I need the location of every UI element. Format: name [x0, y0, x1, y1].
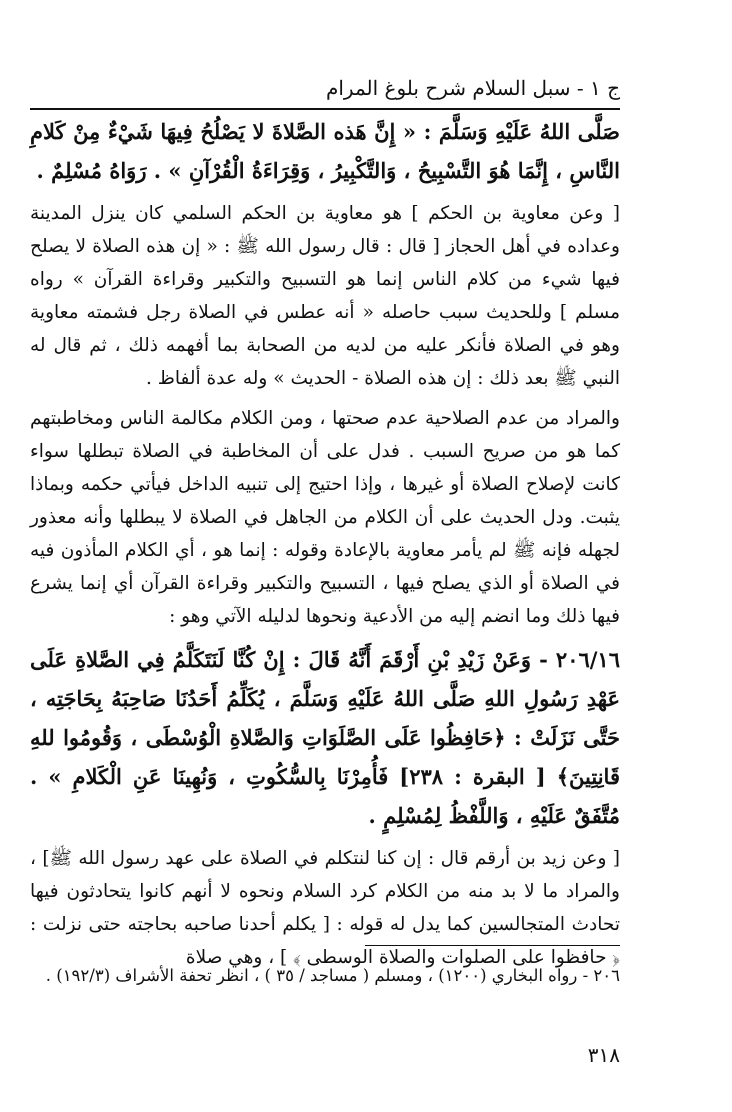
footnote-divider: [365, 945, 620, 946]
main-text: [30, 112, 620, 974]
page-number: ٣١٨: [587, 1043, 620, 1067]
header-divider: [30, 108, 620, 110]
commentary-paragraph-muawiya: [ وعن معاوية بن الحكم ] هو معاوية بن الحكم السلمي كان ينزل المدينة وعداده في أهل الحجاز [ قال : قال رسول الله ﷺ : « إن هذه الصلاة لا يصلح فيها شيء من كلام الناس إنما هو التسبيح والتكبير وقراءة القرآن » رواه مسلم ] وللحديث سبب حاصله « أنه عطس في الصلاة رجل فشمته معاوية وهو في الصلاة فأنكر عليه من لديه من الصحابة بما أفهمه ذلك ، ثم قال له النبي ﷺ بعد ذلك : إن هذه الصلاة - الحديث » وله عدة ألفاظ .: [30, 203, 620, 389]
commentary-paragraph-zayd: [ وعن زيد بن أرقم قال : إن كنا لنتكلم في الصلاة على عهد رسول الله ﷺ] ، والمراد ما لا بد منه من الكلام كرد السلام ونحوه لا أنهم كانوا يتحادثون فيها تحادث المتجالسين كما يدل له قوله : [ يكلم أحدنا صاحبه بحاجته حتى نزلت : ﴿ حافظوا على الصلوات والصلاة الوسطى ﴾ ] ، وهي صلاة: [30, 848, 620, 968]
hadith-text-continuation: صَلَّى اللهُ عَلَيْهِ وَسَلَّمَ : « إِنَّ هَذه الصَّلاةَ لا يَصْلُحُ فِيهَا شَيْءٌ مِنْ كَلامِ النَّاسِ ، إِنَّمَا هُوَ التَّسْبِيحُ ، وَالتَّكْبِيرُ ، وَقِرَاءَةُ الْقُرْآنِ » . رَوَاهُ مُسْلِمٌ .: [30, 119, 620, 183]
footnote: ٢٠٦ - رواه البخاري (١٢٠٠) ، ومسلم ( مساجد / ٣٥ ) ، انظر تحفة الأشراف (١٩٢/٣) .: [45, 966, 620, 985]
running-header: ج ١ - سبل السلام شرح بلوغ المرام: [325, 76, 620, 100]
commentary-paragraph-meaning: والمراد من عدم الصلاحية عدم صحتها ، ومن الكلام مكالمة الناس ومخاطبتهم كما هو من صريح السبب . فدل على أن المخاطبة في الصلاة تبطلها سواء كانت لإصلاح الصلاة أو غيرها ، وإذا احتيج إلى تنبيه الداخل فيأتي حكمه وبماذا يثبت. ودل الحديث على أن الكلام من الجاهل في الصلاة لا يبطلها وأنه معذور لجهله فإنه ﷺ لم يأمر معاوية بالإعادة وقوله : إنما هو ، أي الكلام المأذون فيه في الصلاة أو الذي يصلح فيها ، التسبيح والتكبير وقراءة القرآن أي إنما يشرع فيها ذلك وما انضم إليه من الأدعية ونحوها لدليله الآتي وهو :: [30, 408, 620, 627]
hadith-206: ٢٠٦/١٦ - وَعَنْ زَيْدِ بْنِ أَرْقَمَ أَنَّهُ قَالَ : إِنْ كُنَّا لَنَتَكَلَّمُ فِي الصَّلاةِ عَلَى عَهْدِ رَسُولِ اللهِ صَلَّى اللهُ عَلَيْهِ وَسَلَّمَ ، يُكَلِّمُ أَحَدُنَا صَاحِبَهُ بِحَاجَتِه ، حَتَّى نَزَلَتْ : ﴿حَافِظُوا عَلَى الصَّلَوَاتِ وَالصَّلاةِ الْوُسْطَى ، وَقُومُوا للهِ قَانِتِينَ﴾ [ البقرة : ٢٣٨] فَأُمِرْنَا بِالسُّكُوتِ ، وَنُهِينَا عَنِ الْكَلامِ » . مُتَّفَقٌ عَلَيْهِ ، وَاللَّفْظُ لِمُسْلِمٍ .: [30, 647, 620, 828]
